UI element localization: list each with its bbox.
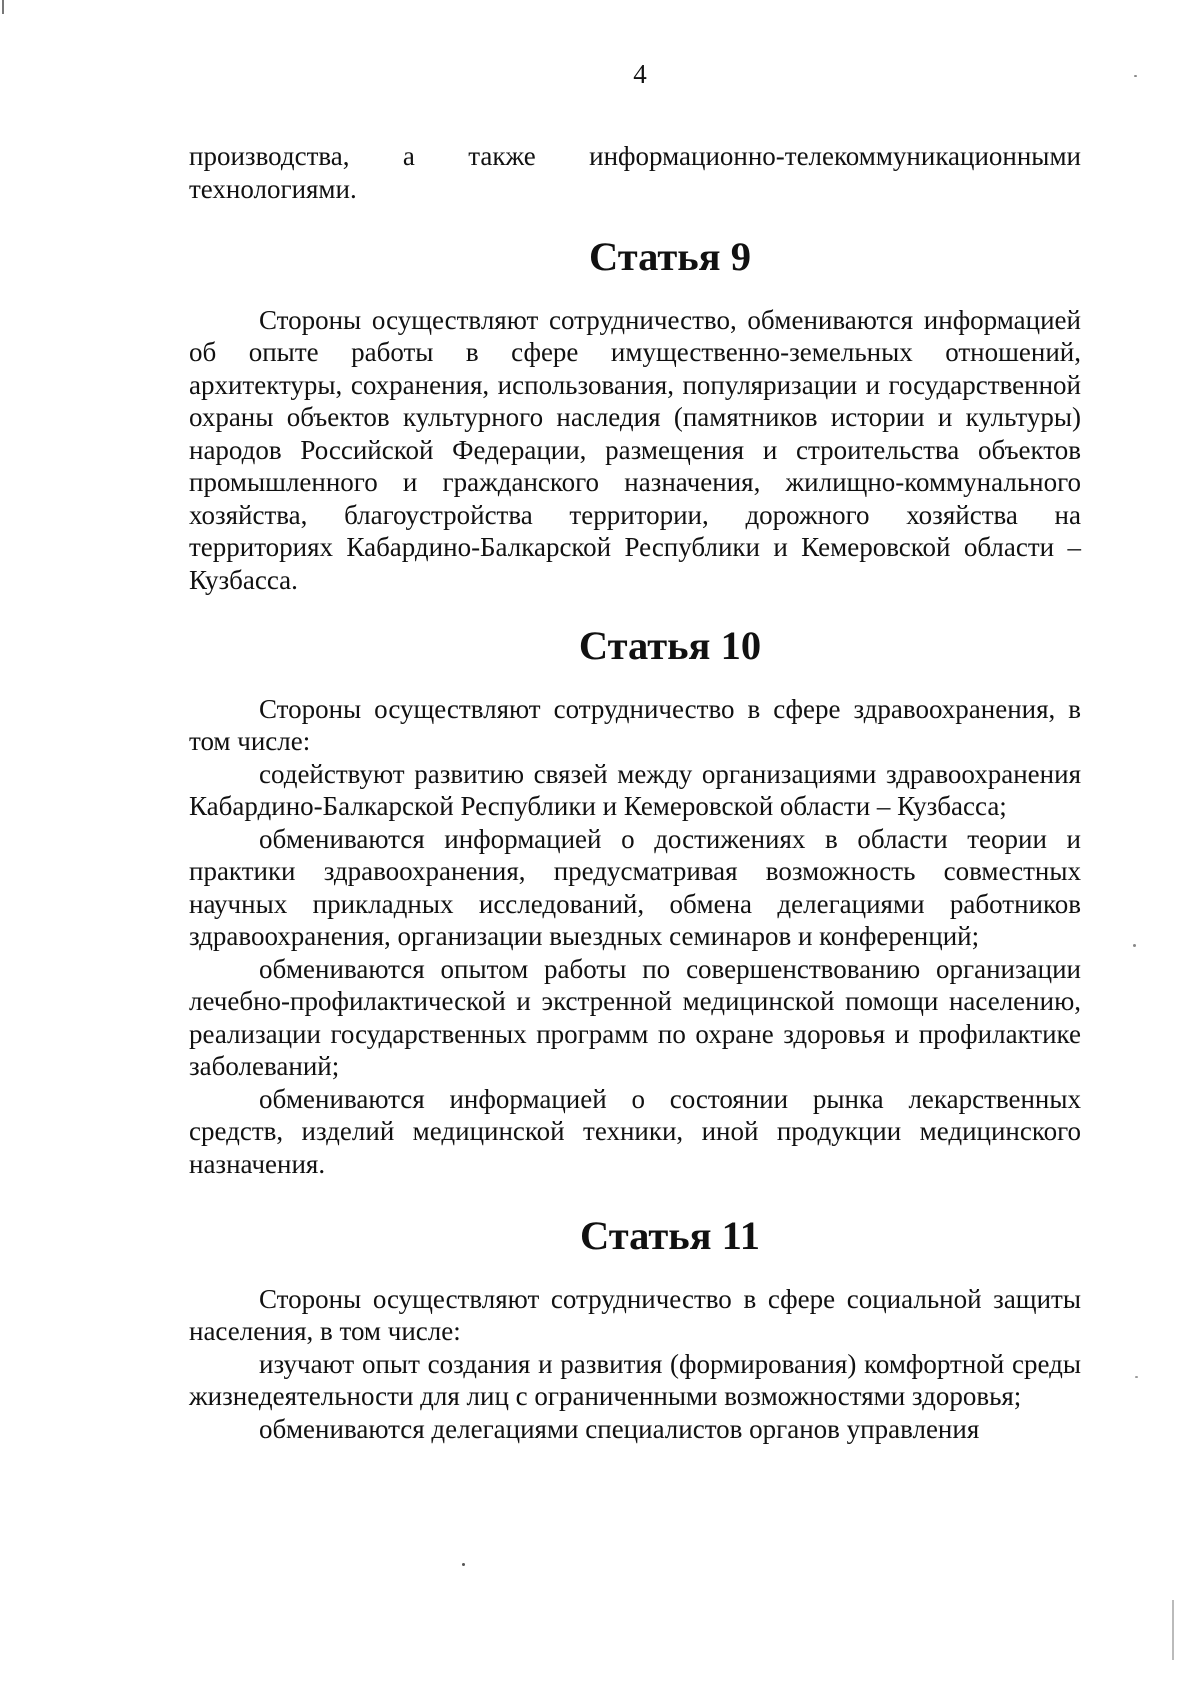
article-10-paragraph: обмениваются опытом работы по совершенствованию организации лечебно-профилактической и экстренной медицинской помощи населению, реализации государственных программ по охране здоровья и профилактике заболеваний; [189, 953, 1081, 1081]
scan-speck [1134, 75, 1137, 77]
page-number: 4 [633, 59, 647, 89]
article-11-title: Статья 11 [580, 1213, 760, 1258]
article-11-paragraph: обмениваются делегациями специалистов органов управления [259, 1413, 980, 1444]
scan-speck [1135, 1376, 1138, 1378]
article-9-title: Статья 9 [589, 234, 751, 279]
article-11-paragraph: Стороны осуществляют сотрудничество в сфере социальной защиты населения, в том числе: [189, 1283, 1081, 1346]
scan-edge-mark [2, 0, 4, 14]
article-10-paragraph: Стороны осуществляют сотрудничество в сфере здравоохранения, в том числе: [189, 693, 1081, 756]
article-11-paragraph: изучают опыт создания и развития (формирования) комфортной среды жизнедеятельности для лиц с ограниченными возможностями здоровья; [189, 1348, 1081, 1411]
scan-speck [462, 1563, 465, 1566]
article-10-paragraph: обмениваются информацией о достижениях в области теории и практики здравоохранения, предусматривая возможность совместных научных прикладных исследований, обмена делегациями работников здравоохранения, организации выездных семинаров и конференций; [189, 823, 1081, 951]
scan-speck [1133, 944, 1136, 947]
intro-paragraph: производства, а также информационно-телекоммуникационными технологиями. [189, 141, 1081, 204]
scan-edge-mark [1172, 1600, 1174, 1660]
article-10-paragraph: обмениваются информацией о состоянии рынка лекарственных средств, изделий медицинской техники, иной продукции медицинского назначения. [189, 1083, 1081, 1179]
document-body [189, 140, 1081, 1445]
article-9-paragraph: Стороны осуществляют сотрудничество, обмениваются информацией об опыте работы в сфере имущественно-земельных отношений, архитектуры, сохранения, использования, популяризации и государственной охраны объектов культурного наследия (памятников истории и культуры) народов Российской Федерации, размещения и строительства объектов промышленного и гражданского назначения, жилищно-коммунального хозяйства, благоустройства территории, дорожного хозяйства на территориях Кабардино-Балкарской Республики и Кемеровской области – Кузбасса. [189, 304, 1081, 595]
article-10-paragraph: содействуют развитию связей между организациями здравоохранения Кабардино-Балкарской Республики и Кемеровской области – Кузбасса; [189, 758, 1081, 821]
article-10-title: Статья 10 [578, 623, 762, 668]
